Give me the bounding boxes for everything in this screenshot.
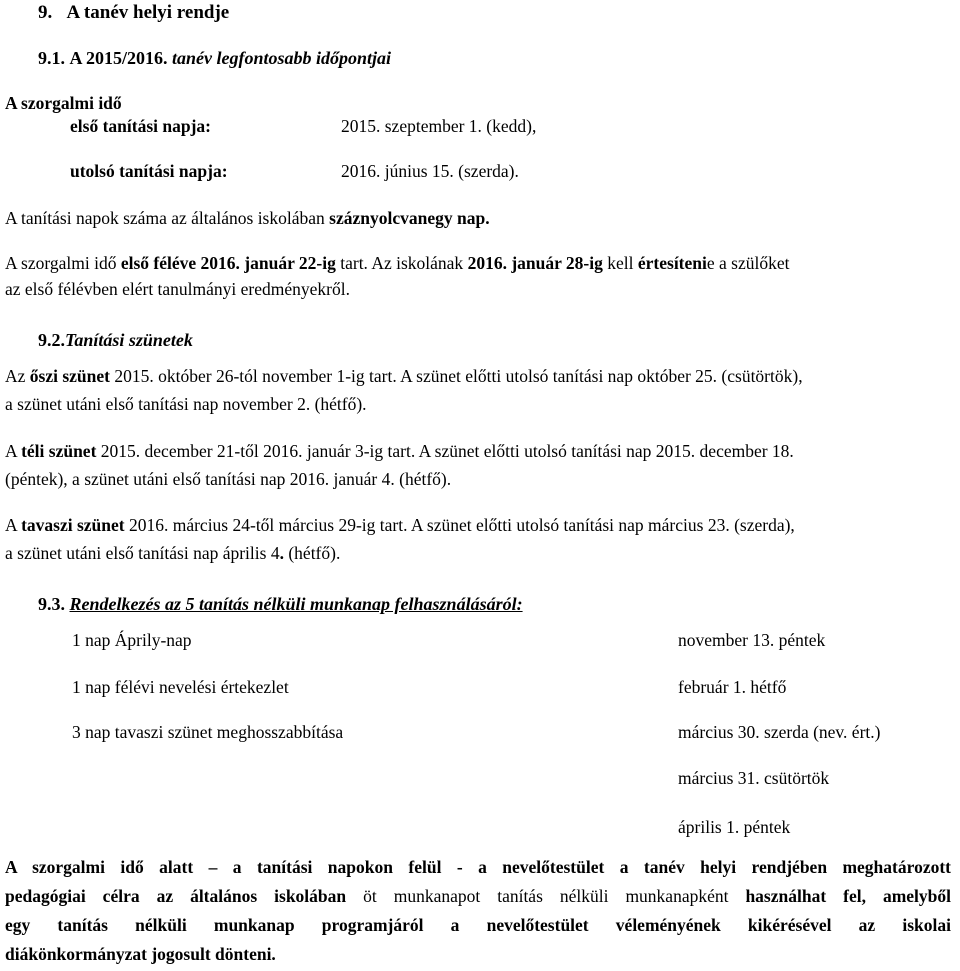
closing-line-2-bold-a: pedagógiai célra az általános iskolában	[5, 886, 347, 906]
section-9-1-heading	[38, 48, 391, 69]
spring-break-line-1	[5, 515, 795, 535]
school-days-count	[5, 208, 490, 228]
first-day-label: első tanítási napja:	[70, 116, 211, 136]
closing-line-2-bold-b: használhat fel, amelyből	[745, 886, 952, 906]
workday-row-5-date: április 1. péntek	[678, 817, 791, 837]
workday-row-2-date: február 1. hétfő	[678, 677, 787, 697]
spring-text-dot: .	[279, 543, 284, 563]
winter-break-label: téli szünet	[21, 441, 97, 461]
semester-line-1	[5, 253, 789, 273]
szorgalmi-heading: A szorgalmi idő	[5, 93, 122, 113]
spring-text-1: A	[5, 515, 17, 535]
section-9-1-lead: A 2015/2016.	[69, 48, 168, 68]
closing-line-4: diákönkormányzat jogosult dönteni.	[5, 944, 276, 964]
semester-notify-date: 2016. január 28-ig	[467, 253, 603, 273]
section-9-2-heading	[38, 330, 193, 351]
school-days-text: A tanítási napok száma az általános iskolában	[5, 208, 325, 228]
section-9-1-number: 9.1.	[38, 48, 65, 68]
closing-line-2-text: öt munkanapot tanítás nélküli munkanapként	[363, 886, 729, 906]
workday-row-4-date: március 31. csütörtök	[678, 768, 830, 788]
section-9-1-title: tanév legfontosabb időpontjai	[172, 48, 392, 68]
spring-text-3: a szünet utáni első tanítási nap április 4	[5, 543, 280, 563]
workday-row-2-label: 1 nap félévi nevelési értekezlet	[72, 677, 289, 697]
section-9-3-title: Rendelkezés az 5 tanítás nélküli munkanap felhasználásáról:	[69, 594, 523, 614]
section-9-heading	[38, 2, 229, 24]
spring-text-2: 2016. március 24-től március 29-ig tart. A szünet előtti utolsó tanítási nap március 23. (szerda),	[128, 515, 795, 535]
section-9-2-number: 9.2.	[38, 330, 65, 350]
workday-row-3-label: 3 nap tavaszi szünet meghosszabbítása	[72, 722, 344, 742]
semester-text-2: tart. Az iskolának	[340, 253, 464, 273]
semester-line-2: az első félévben elért tanulmányi eredményekről.	[5, 279, 350, 299]
semester-text-4: e a szülőket	[706, 253, 790, 273]
section-9-3-number: 9.3.	[38, 594, 65, 614]
last-day-label: utolsó tanítási napja:	[70, 161, 228, 181]
section-9-3-heading	[38, 594, 523, 615]
winter-text-2: 2015. december 21-től 2016. január 3-ig tart. A szünet előtti utolsó tanítási nap 2015. december 18.	[100, 441, 794, 461]
semester-end-date: első féléve 2016. január 22-ig	[120, 253, 336, 273]
semester-notify-word: értesíteni	[637, 253, 707, 273]
winter-text-1: A	[5, 441, 17, 461]
closing-line-3: egy tanítás nélküli munkanap programjáról a nevelőtestület véleményének kikérésével az iskolai	[5, 915, 951, 935]
workday-row-1-label: 1 nap Áprily-nap	[72, 630, 192, 650]
closing-paragraph	[5, 853, 951, 969]
first-day-value: 2015. szeptember 1. (kedd),	[341, 116, 537, 136]
spring-break-line-2	[5, 543, 340, 563]
workday-row-1-date: november 13. péntek	[678, 630, 826, 650]
section-9-title: A tanév helyi rendje	[66, 2, 230, 23]
semester-text-1: A szorgalmi idő	[5, 253, 117, 273]
winter-break-line-2: (péntek), a szünet utáni első tanítási nap 2016. január 4. (hétfő).	[5, 469, 452, 489]
autumn-break-line-2: a szünet utáni első tanítási nap november 2. (hétfő).	[5, 394, 367, 414]
section-9-2-title: Tanítási szünetek	[65, 330, 193, 350]
closing-line-1: A szorgalmi idő alatt – a tanítási napokon felül - a nevelőtestület a tanév helyi rendjében meghatározott	[5, 857, 951, 877]
autumn-break-label: őszi szünet	[29, 366, 110, 386]
winter-break-line-1	[5, 441, 794, 461]
spring-text-4: (hétfő).	[283, 543, 341, 563]
autumn-text-2: 2015. október 26-tól november 1-ig tart. A szünet előtti utolsó tanítási nap október 25. (csütörtök),	[114, 366, 803, 386]
autumn-break-line-1	[5, 366, 803, 386]
closing-line-2	[5, 882, 951, 911]
workday-row-3-date: március 30. szerda (nev. ért.)	[678, 722, 881, 742]
school-days-value: száznyolcvanegy nap.	[329, 208, 490, 228]
semester-text-3: kell	[607, 253, 634, 273]
last-day-value: 2016. június 15. (szerda).	[341, 161, 519, 181]
spring-break-label: tavaszi szünet	[21, 515, 125, 535]
autumn-text-1: Az	[5, 366, 26, 386]
section-9-number: 9.	[38, 2, 53, 23]
